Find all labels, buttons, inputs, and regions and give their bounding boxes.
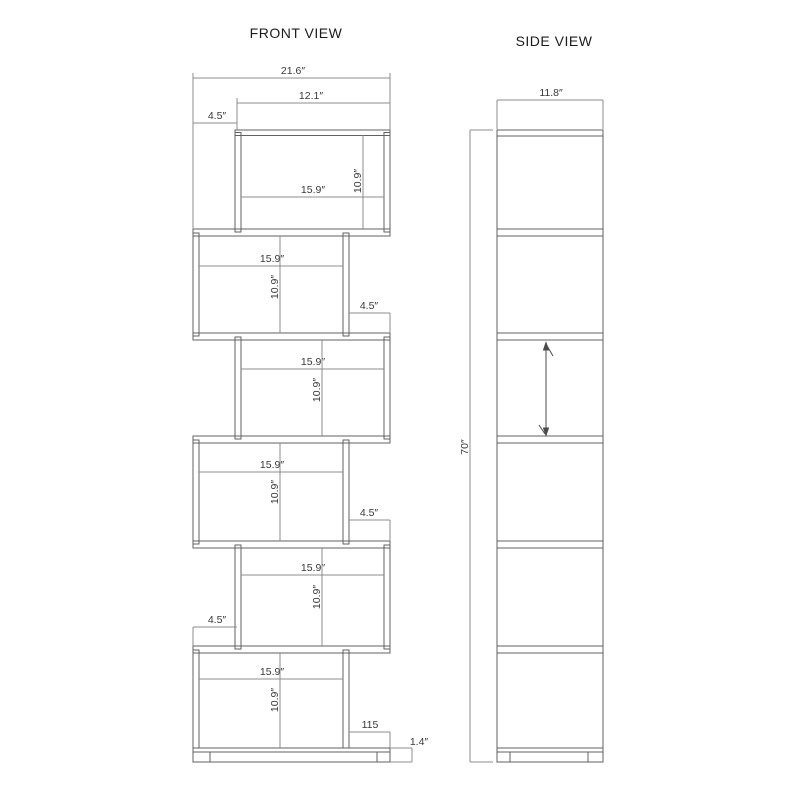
- overall-width-label: 21.6″: [280, 65, 306, 77]
- offset-label-left: 4.5″: [207, 614, 227, 626]
- front-shelf-board: [193, 229, 390, 236]
- offset-label-right: 4.5″: [359, 507, 379, 519]
- shelf-width-label: 15.9″: [300, 356, 326, 368]
- offset-label-top: 4.5″: [207, 110, 227, 122]
- shelf-width-label: 15.9″: [259, 459, 285, 471]
- shelf-height-label: 10.9″: [269, 687, 281, 713]
- front-base: [193, 748, 390, 762]
- shelf-width-label: 15.9″: [300, 562, 326, 574]
- shelf-height-label: 10.9″: [311, 584, 323, 610]
- side-view-title: SIDE VIEW: [515, 33, 593, 49]
- base-height-label: 1.4″: [409, 736, 429, 748]
- depth-label: 11.8″: [539, 87, 563, 99]
- front-tier1-posts: [235, 136, 390, 230]
- base-offset-label: 115: [361, 719, 379, 731]
- side-shelf-board: [497, 646, 603, 653]
- front-top-board: [235, 130, 390, 136]
- front-shelf-board: [193, 436, 390, 443]
- side-shelf-board: [497, 541, 603, 548]
- shelf-width-label: 15.9″: [259, 666, 285, 678]
- side-view: [459, 87, 603, 762]
- shelf-height-label: 10.9″: [352, 168, 364, 194]
- front-shelf-board: [193, 646, 390, 653]
- front-shelf-board: [193, 541, 390, 548]
- shelf-width-label: 15.9″: [259, 253, 285, 265]
- front-view-title: FRONT VIEW: [249, 25, 343, 41]
- side-shelf-board: [497, 333, 603, 340]
- shelf-height-label: 10.9″: [269, 274, 281, 300]
- shelf-height-label: 10.9″: [269, 479, 281, 505]
- front-shelf-board: [193, 333, 390, 340]
- offset-label-right: 4.5″: [359, 300, 379, 312]
- shelf-width-label: 15.9″: [300, 184, 326, 196]
- side-outer-box: [497, 130, 603, 762]
- front-view: [193, 65, 428, 762]
- side-structure: [497, 130, 603, 762]
- side-shelf-board: [497, 229, 603, 236]
- front-dimensions: [193, 65, 428, 762]
- shelf-height-label: 10.9″: [311, 377, 323, 403]
- upper-inner-width-label: 12.1″: [298, 90, 324, 102]
- front-structure: [193, 130, 390, 762]
- height-label: 70″: [459, 439, 471, 455]
- side-shelf-board: [497, 436, 603, 443]
